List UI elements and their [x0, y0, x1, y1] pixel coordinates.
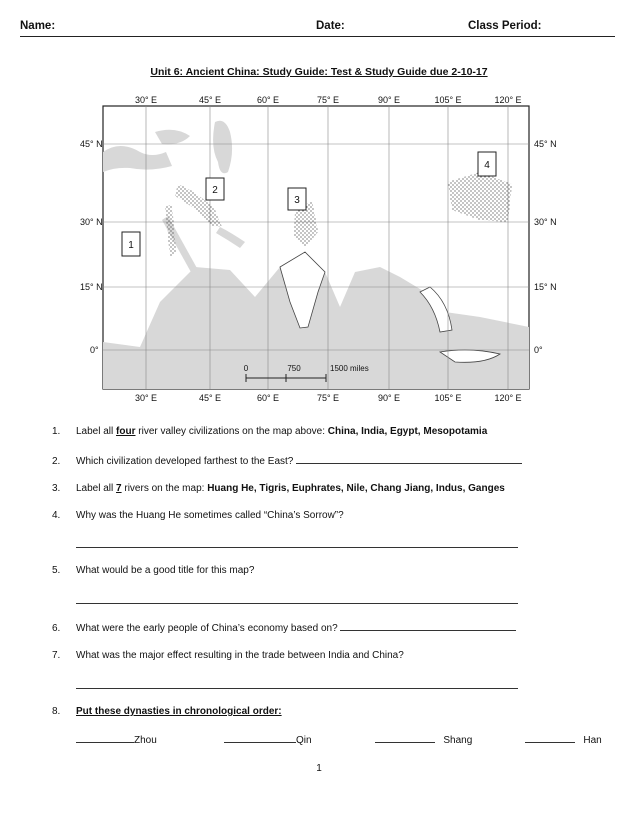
answer-blank[interactable]: [76, 602, 518, 604]
question-number: 8.: [52, 706, 61, 717]
question-text: Label all: [76, 426, 117, 437]
answer-blank[interactable]: [76, 546, 518, 548]
question-7: [52, 650, 404, 661]
longitude-label: 120° E: [494, 393, 522, 403]
dynasty-name: Zhou: [134, 735, 157, 746]
longitude-label: 45° E: [198, 95, 222, 105]
latitude-label: 15° N: [534, 282, 557, 292]
dynasty-name: Qin: [296, 735, 312, 746]
scale-label: 750: [287, 364, 301, 373]
order-blank[interactable]: [525, 742, 575, 743]
page-number: 1: [316, 763, 322, 774]
longitude-label: 105° E: [434, 95, 462, 105]
latitude-label: 45° N: [534, 139, 557, 149]
region-label: 4: [484, 160, 490, 171]
question-6: [52, 623, 516, 634]
question-number: 1.: [52, 426, 61, 437]
question-2: [52, 456, 522, 467]
dynasty-name: Shang: [443, 735, 473, 746]
question-1: [52, 426, 487, 437]
longitude-label: 90° E: [377, 393, 401, 403]
question-4: [52, 510, 344, 521]
question-number: 4.: [52, 510, 61, 521]
longitude-label: 60° E: [256, 393, 280, 403]
question-text: rivers on the map:: [121, 483, 208, 494]
question-emphasis: four: [116, 426, 136, 437]
region-label: 2: [212, 185, 218, 196]
latitude-label: 30° N: [534, 217, 557, 227]
question-answer-list: China, India, Egypt, Mesopotamia: [327, 426, 488, 437]
order-blank[interactable]: [375, 742, 435, 743]
question-5: [52, 565, 254, 576]
answer-blank[interactable]: [340, 630, 516, 631]
question-number: 6.: [52, 623, 61, 634]
question-text: What were the early people of China’s economy based on?: [76, 623, 338, 634]
longitude-label: 120° E: [494, 95, 522, 105]
order-blank[interactable]: [76, 742, 134, 743]
date-label: Date:: [316, 20, 345, 32]
latitude-label: 15° N: [80, 282, 103, 292]
longitude-label: 75° E: [316, 393, 340, 403]
question-3: [52, 483, 505, 494]
region-label: 1: [128, 240, 134, 251]
question-number: 5.: [52, 565, 61, 576]
latitude-label: 30° N: [80, 217, 103, 227]
question-text: river valley civilizations on the map above:: [135, 426, 328, 437]
region-label: 3: [294, 195, 300, 206]
question-number: 3.: [52, 483, 61, 494]
question-text: Why was the Huang He sometimes called “China’s Sorrow”?: [76, 510, 344, 521]
question-number: 7.: [52, 650, 61, 661]
header-line: [20, 20, 615, 37]
longitude-label: 30° E: [134, 95, 158, 105]
scale-label: 1500 miles: [330, 364, 369, 373]
question-text: What would be a good title for this map?: [76, 565, 255, 576]
class-period-label: Class Period:: [468, 20, 542, 32]
dynasty-name: Han: [583, 735, 602, 746]
longitude-label: 30° E: [134, 393, 158, 403]
latitude-label: 0°: [534, 345, 543, 355]
dynasty-item: [525, 735, 602, 746]
question-answer-list: Huang He, Tigris, Euphrates, Nile, Chang Jiang, Indus, Ganges: [207, 483, 505, 494]
latitude-label: 45° N: [80, 139, 103, 149]
question-number: 2.: [52, 456, 61, 467]
answer-blank[interactable]: [296, 463, 522, 464]
longitude-label: 60° E: [256, 95, 280, 105]
longitude-label: 45° E: [198, 393, 222, 403]
question-text: Label all: [76, 483, 117, 494]
name-label: Name:: [20, 20, 56, 32]
scale-label: 0: [243, 364, 249, 373]
question-text: Put these dynasties in chronological order:: [76, 706, 282, 717]
dynasty-item: [76, 735, 157, 746]
longitude-label: 105° E: [434, 393, 462, 403]
longitude-label: 90° E: [377, 95, 401, 105]
question-text: Which civilization developed farthest to the East?: [76, 456, 294, 467]
ancient-civilizations-map: [80, 92, 558, 410]
page-title: Unit 6: Ancient China: Study Guide: Test & Study Guide due 2-10-17: [150, 66, 488, 78]
question-8: [52, 706, 282, 717]
dynasty-item: [224, 735, 312, 746]
question-text: What was the major effect resulting in the trade between India and China?: [76, 650, 404, 661]
longitude-label: 75° E: [316, 95, 340, 105]
dynasty-item: [375, 735, 472, 746]
order-blank[interactable]: [224, 742, 296, 743]
question-emphasis: 7: [116, 483, 122, 494]
answer-blank[interactable]: [76, 687, 518, 689]
latitude-label: 0°: [90, 345, 99, 355]
